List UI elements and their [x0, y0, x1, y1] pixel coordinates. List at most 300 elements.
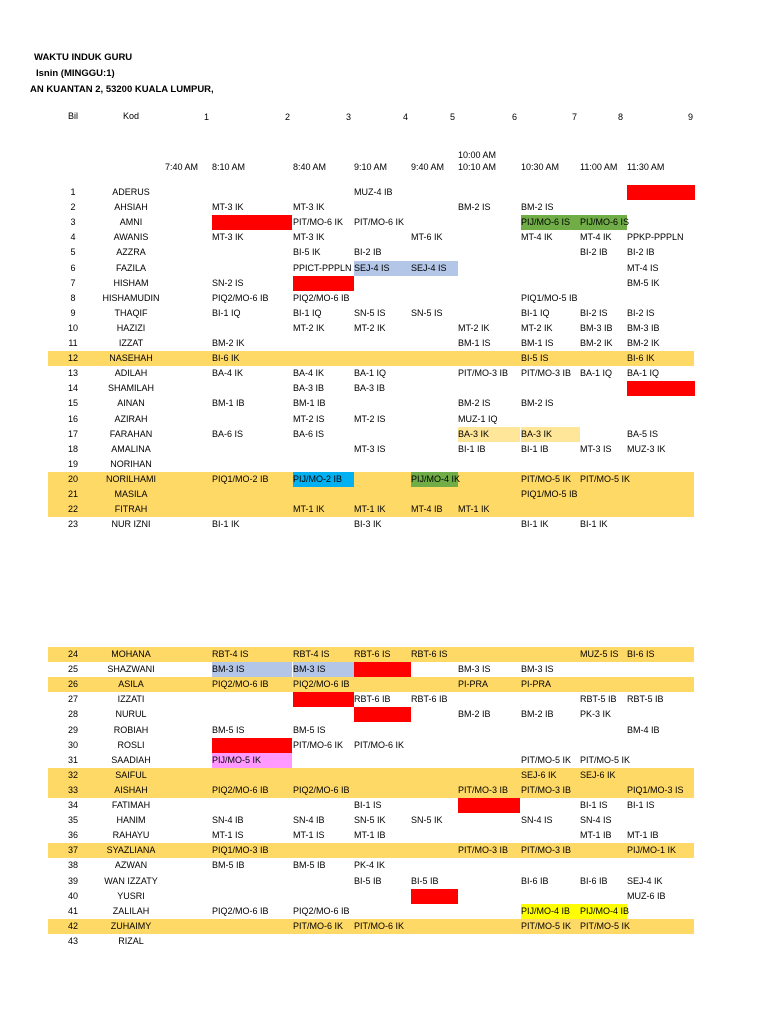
class-cell: PIT/MO-5 IK — [580, 920, 631, 931]
class-cell: MT-1 IK — [293, 504, 325, 515]
class-cell: BM-2 IS — [458, 398, 491, 409]
class-cell: PIT/MO-3 IB — [458, 845, 509, 856]
class-cell: BM-3 IB — [627, 322, 660, 333]
teacher-name: SAIFUL — [115, 769, 147, 780]
bil-cell: 1 — [70, 187, 76, 197]
teacher-name: NASEHAH — [109, 353, 153, 364]
class-cell: PIJ/MO-6 IS — [580, 217, 630, 228]
class-cell: PIT/MO-6 IK — [354, 739, 405, 750]
class-cell: BM-3 IS — [521, 664, 554, 675]
class-cell: MT-4 IB — [411, 504, 443, 515]
class-cell: MT-1 IS — [293, 830, 325, 841]
class-cell: BM-3 IS — [293, 664, 326, 675]
teacher-name: AWANIS — [113, 232, 149, 243]
table-row — [0, 517, 768, 532]
class-cell: PK-4 IK — [354, 860, 386, 871]
class-cell: BA-6 IS — [212, 428, 244, 439]
class-cell: MUZ-6 IB — [627, 890, 666, 901]
bil-cell: 13 — [67, 368, 78, 379]
class-cell: BA-6 IS — [293, 428, 325, 439]
class-cell: BM-5 IS — [212, 724, 245, 735]
teacher-name: SYAZLIANA — [106, 845, 156, 856]
class-cell: RBT-6 IS — [354, 649, 391, 659]
period-number: 8 — [618, 112, 624, 122]
class-cell: BI-1 IQ — [212, 307, 241, 318]
class-cell: BM-3 IB — [580, 322, 613, 333]
teacher-name: RAHAYU — [112, 830, 150, 841]
period-number: 7 — [572, 112, 578, 122]
class-cell: PIJ/MO-6 IS — [521, 217, 571, 228]
teacher-name: SHAZWANI — [107, 664, 155, 675]
class-cell: BM-2 IK — [212, 338, 245, 348]
table-row — [0, 828, 768, 843]
class-cell: PIT/MO-6 IK — [293, 739, 344, 750]
class-cell: PIT/MO-3 IB — [458, 368, 509, 379]
bil-cell: 11 — [68, 338, 78, 348]
class-cell: SEJ-6 IK — [521, 769, 557, 780]
teacher-name: FITRAH — [114, 504, 148, 515]
time-label: 9:10 AM — [354, 162, 388, 172]
class-cell: MT-3 IS — [580, 443, 612, 454]
class-cell: MT-2 IS — [354, 413, 386, 424]
cell-fill — [354, 662, 411, 677]
class-cell: BI-1 IQ — [521, 307, 550, 318]
bil-cell: 39 — [67, 875, 78, 886]
table-row — [0, 412, 768, 427]
teacher-name: ROSLI — [117, 739, 145, 750]
class-cell: PPICT-PPPLN — [293, 262, 352, 273]
class-cell: BI-1 IK — [580, 519, 608, 530]
class-cell: SN-4 IB — [293, 815, 325, 826]
table-row — [0, 874, 768, 889]
teacher-name: NUR IZNI — [111, 519, 151, 530]
time-label: 8:10 AM — [212, 162, 246, 172]
class-cell: SN-4 IB — [212, 815, 244, 826]
class-cell: BM-2 IS — [458, 202, 491, 213]
teacher-name: AMNI — [119, 217, 143, 228]
teacher-name: AZZRA — [116, 247, 146, 258]
column-header-row — [0, 111, 768, 125]
cell-fill — [627, 381, 695, 396]
bil-cell: 2 — [70, 202, 76, 213]
class-cell: PIT/MO-5 IK — [521, 920, 572, 931]
class-cell: PIT/MO-3 IB — [458, 784, 509, 795]
class-cell: PI-PRA — [521, 679, 552, 690]
class-cell: MT-3 IK — [212, 202, 244, 213]
table-row — [0, 276, 768, 291]
bil-cell: 10 — [67, 322, 78, 333]
bil-cell: 8 — [70, 292, 76, 303]
teacher-name: AZWAN — [114, 860, 148, 871]
class-cell: BA-1 IQ — [627, 368, 660, 379]
class-cell: SEJ-4 IS — [354, 262, 390, 273]
teacher-name: AISHAH — [114, 784, 148, 795]
table-row — [0, 457, 768, 472]
table-row — [0, 442, 768, 457]
bil-cell: 17 — [67, 428, 78, 439]
period-number: 2 — [285, 112, 291, 122]
class-cell: PIT/MO-6 IK — [293, 920, 344, 931]
class-cell: MUZ-3 IK — [627, 443, 666, 454]
teacher-name: NURUL — [115, 709, 147, 720]
table-row — [0, 677, 768, 692]
teacher-name: ASILA — [118, 679, 144, 690]
table-row — [0, 351, 768, 366]
class-cell: BM-3 IS — [458, 664, 491, 675]
class-cell: PIJ/MO-2 IB — [293, 473, 343, 484]
period-number: 1 — [204, 112, 210, 122]
class-cell: BI-2 IB — [354, 247, 382, 258]
teacher-name: IZZATI — [117, 694, 145, 705]
teacher-name: THAQIF — [114, 307, 148, 318]
class-cell: PIQ1/MO-2 IB — [212, 473, 269, 484]
class-cell: RBT-4 IS — [212, 649, 249, 659]
cell-fill — [458, 798, 520, 813]
class-cell: PIQ1/MO-3 IB — [212, 845, 269, 856]
table-row — [0, 200, 768, 215]
teacher-name: NORIHAN — [110, 458, 152, 469]
bil-cell: 4 — [70, 232, 76, 243]
table-row — [0, 798, 768, 813]
bil-cell: 21 — [67, 489, 78, 499]
class-cell: PIT/MO-5 IK — [521, 473, 572, 484]
bil-cell: 32 — [67, 769, 78, 780]
class-cell: PIJ/MO-1 IK — [627, 845, 677, 856]
class-cell: BI-1 IK — [212, 519, 240, 530]
class-cell: SN-2 IS — [212, 277, 244, 288]
class-cell: BM-2 IK — [580, 338, 613, 348]
class-cell: MT-2 IK — [458, 322, 490, 333]
table-row — [0, 723, 768, 738]
class-cell: BM-4 IB — [627, 724, 660, 735]
class-cell: SEJ-4 IS — [411, 262, 447, 273]
bil-cell: 24 — [67, 649, 78, 659]
bil-cell: 22 — [67, 504, 78, 515]
bil-cell: 40 — [67, 890, 78, 901]
bil-cell: 9 — [70, 307, 76, 318]
teacher-name: RIZAL — [118, 935, 144, 946]
bil-cell: 27 — [67, 694, 78, 705]
bil-cell: 29 — [67, 724, 78, 735]
table-row — [0, 291, 768, 306]
class-cell: BM-5 IS — [293, 724, 326, 735]
bil-cell: 33 — [67, 784, 78, 795]
class-cell: BM-1 IS — [458, 338, 491, 348]
class-cell: BI-1 IS — [580, 800, 608, 810]
bil-cell: 6 — [70, 262, 76, 273]
time-label: 8:40 AM — [293, 162, 327, 172]
table-row — [0, 843, 768, 858]
class-cell: BI-1 IS — [354, 800, 382, 810]
class-cell: BI-1 IB — [458, 443, 486, 454]
class-cell: MT-2 IK — [354, 322, 386, 333]
teacher-name: HANIM — [116, 815, 146, 826]
table-row — [0, 185, 768, 200]
class-cell: BM-2 IB — [458, 709, 491, 720]
bil-cell: 31 — [67, 754, 78, 765]
class-cell: PK-3 IK — [580, 709, 612, 720]
table-row — [0, 230, 768, 245]
class-cell: BI-1 IB — [521, 443, 549, 454]
class-cell: MT-1 IB — [627, 830, 659, 841]
table-row — [0, 934, 768, 949]
class-cell: SN-4 IS — [580, 815, 612, 826]
table-row — [0, 858, 768, 873]
bil-cell: 43 — [67, 935, 78, 946]
time-label: 9:40 AM — [411, 162, 445, 172]
kod-header: Kod — [122, 111, 139, 121]
class-cell: PIT/MO-5 IK — [580, 473, 631, 484]
class-cell: PIQ2/MO-6 IB — [212, 292, 269, 303]
class-cell: PIQ2/MO-6 IB — [293, 905, 350, 916]
table-row — [0, 889, 768, 904]
time-label: 10:10 AM — [458, 162, 497, 172]
teacher-name: YUSRI — [117, 890, 145, 901]
bil-cell: 42 — [67, 920, 78, 931]
class-cell: MT-3 IK — [293, 202, 325, 213]
class-cell: PIQ2/MO-6 IB — [293, 292, 350, 303]
class-cell: MT-2 IK — [521, 322, 553, 333]
teacher-name: FARAHAN — [109, 428, 153, 439]
time-label: 10:00 AM — [458, 150, 497, 160]
class-cell: BI-2 IS — [580, 307, 608, 318]
class-cell: PIQ1/MO-3 IS — [627, 784, 684, 795]
table-row — [0, 306, 768, 321]
bil-cell: 5 — [70, 247, 76, 258]
teacher-name: HISHAM — [113, 277, 149, 288]
class-cell: MT-3 IK — [293, 232, 325, 243]
bil-cell: 41 — [67, 905, 78, 916]
class-cell: MT-3 IS — [354, 443, 386, 454]
class-cell: MT-1 IK — [458, 504, 490, 515]
class-cell: PI-PRA — [458, 679, 489, 690]
teacher-name: SHAMILAH — [107, 383, 154, 394]
cell-fill — [627, 185, 695, 200]
class-cell: PIJ/MO-4 IB — [580, 905, 630, 916]
class-cell: MT-6 IK — [411, 232, 443, 243]
class-cell: BI-6 IK — [627, 353, 655, 364]
class-cell: BM-2 IB — [521, 709, 554, 720]
class-cell: BM-5 IB — [293, 860, 326, 871]
teacher-name: AINAN — [117, 398, 145, 409]
teacher-name: AZIRAH — [114, 413, 148, 424]
class-cell: BI-6 IS — [627, 649, 655, 659]
school-address: AN KUANTAN 2, 53200 KUALA LUMPUR, — [30, 84, 214, 95]
class-cell: BA-3 IK — [458, 428, 490, 439]
class-cell: PIT/MO-3 IB — [521, 784, 572, 795]
bil-cell: 23 — [67, 519, 78, 530]
class-cell: PIT/MO-6 IK — [354, 217, 405, 228]
teacher-name: FAZILA — [115, 262, 146, 273]
table-row — [0, 396, 768, 411]
teacher-name: HAZIZI — [116, 322, 146, 333]
class-cell: BM-5 IK — [627, 277, 660, 288]
teacher-name: ROBIAH — [113, 724, 149, 735]
class-cell: PIQ2/MO-6 IB — [212, 679, 269, 690]
class-cell: RBT-5 IB — [627, 694, 664, 705]
class-cell: BA-4 IK — [293, 368, 325, 379]
class-cell: BI-1 IS — [627, 800, 655, 810]
class-cell: MT-4 IS — [627, 262, 659, 273]
table-row — [0, 647, 768, 662]
class-cell: RBT-6 IB — [354, 694, 391, 705]
bil-cell: 36 — [67, 830, 78, 841]
class-cell: PIQ1/MO-5 IB — [521, 489, 578, 499]
class-cell: SEJ-4 IK — [627, 875, 663, 886]
bil-cell: 37 — [67, 845, 78, 856]
cell-fill — [293, 276, 354, 291]
class-cell: MT-4 IK — [580, 232, 612, 243]
class-cell: SN-4 IS — [521, 815, 553, 826]
class-cell: MT-3 IK — [212, 232, 244, 243]
class-cell: BI-1 IK — [521, 519, 549, 530]
class-cell: BI-3 IK — [354, 519, 382, 530]
teacher-name: FATIMAH — [111, 800, 151, 810]
class-cell: RBT-4 IS — [293, 649, 330, 659]
class-cell: PIJ/MO-5 IK — [212, 754, 262, 765]
teacher-name: HISHAMUDIN — [102, 292, 160, 303]
bil-cell: 26 — [67, 679, 78, 690]
class-cell: MUZ-1 IQ — [458, 413, 498, 424]
table-row — [0, 783, 768, 798]
table-row — [0, 245, 768, 260]
bil-cell: 7 — [70, 277, 76, 288]
time-label: 11:00 AM — [580, 162, 618, 172]
class-cell: BA-3 IK — [521, 428, 553, 439]
class-cell: BM-1 IS — [521, 338, 554, 348]
teacher-name: AMALINA — [111, 443, 151, 454]
bil-header: Bil — [67, 111, 78, 121]
class-cell: MT-2 IS — [293, 413, 325, 424]
class-cell: BM-1 IB — [293, 398, 326, 409]
table-row — [0, 692, 768, 707]
cell-fill — [212, 215, 292, 230]
table-row — [0, 813, 768, 828]
bil-cell: 3 — [70, 217, 76, 228]
bil-cell: 16 — [67, 413, 78, 424]
class-cell: BM-2 IS — [521, 202, 554, 213]
table-row — [0, 502, 768, 517]
bil-cell: 19 — [67, 458, 78, 469]
class-cell: SN-5 IS — [411, 307, 443, 318]
class-cell: BA-5 IS — [627, 428, 659, 439]
class-cell: BM-5 IB — [212, 860, 245, 871]
teacher-name: WAN IZZATY — [104, 875, 158, 886]
sheet-title: WAKTU INDUK GURU — [34, 52, 133, 63]
table-row — [0, 336, 768, 351]
class-cell: BI-6 IB — [521, 875, 549, 886]
class-cell: PIQ1/MO-5 IB — [521, 292, 578, 303]
class-cell: BM-2 IK — [627, 338, 660, 348]
class-cell: SN-5 IK — [354, 815, 386, 826]
class-cell: PIT/MO-6 IK — [293, 217, 344, 228]
time-header-row — [0, 150, 768, 180]
class-cell: PIT/MO-6 IK — [354, 920, 405, 931]
class-cell: RBT-6 IS — [411, 649, 448, 659]
class-cell: PIQ2/MO-6 IB — [293, 679, 350, 690]
class-cell: BI-2 IS — [627, 307, 655, 318]
bil-cell: 25 — [67, 664, 78, 675]
class-cell: BA-1 IQ — [354, 368, 387, 379]
table-row — [0, 904, 768, 919]
period-number: 9 — [688, 112, 694, 122]
table-row — [0, 215, 768, 230]
class-cell: MT-1 IB — [354, 830, 386, 841]
bil-cell: 14 — [67, 383, 78, 394]
class-cell: MT-4 IK — [521, 232, 553, 243]
class-cell: PIJ/MO-4 IB — [521, 905, 571, 916]
class-cell: PIT/MO-5 IK — [580, 754, 631, 765]
teacher-name: SAADIAH — [111, 754, 151, 765]
class-cell: PIQ2/MO-6 IB — [212, 784, 269, 795]
class-cell: SN-5 IK — [411, 815, 443, 826]
bil-cell: 15 — [67, 398, 78, 409]
bil-cell: 30 — [67, 739, 78, 750]
class-cell: PIQ2/MO-6 IB — [293, 784, 350, 795]
table-row — [0, 381, 768, 396]
class-cell: MUZ-4 IB — [354, 187, 393, 197]
table-row — [0, 707, 768, 722]
period-number: 5 — [450, 112, 456, 122]
table-row — [0, 487, 768, 502]
table-row — [0, 366, 768, 381]
class-cell: BA-1 IQ — [580, 368, 613, 379]
class-cell: MT-1 IK — [354, 504, 386, 515]
class-cell: RBT-5 IB — [580, 694, 617, 705]
table-row — [0, 919, 768, 934]
class-cell: MT-1 IB — [580, 830, 612, 841]
table-row — [0, 738, 768, 753]
period-number: 3 — [346, 112, 352, 122]
bil-cell: 35 — [67, 815, 78, 826]
class-cell: BM-3 IS — [212, 664, 245, 675]
class-cell: PIT/MO-5 IK — [521, 754, 572, 765]
class-cell: MT-2 IK — [293, 322, 325, 333]
table-row — [0, 261, 768, 276]
class-cell: BI-5 IK — [293, 247, 321, 258]
cell-fill — [354, 707, 411, 722]
teacher-name: ZALILAH — [112, 905, 150, 916]
bil-cell: 12 — [67, 353, 78, 364]
class-cell: SN-5 IS — [354, 307, 386, 318]
time-label: 11:30 AM — [627, 162, 665, 172]
class-cell: PIT/MO-3 IB — [521, 845, 572, 856]
class-cell: BA-4 IK — [212, 368, 244, 379]
bil-cell: 38 — [67, 860, 78, 871]
class-cell: PPKP-PPPLN — [627, 232, 684, 243]
table-row — [0, 768, 768, 783]
class-cell: PIT/MO-3 IB — [521, 368, 572, 379]
teacher-name: IZZAT — [118, 338, 144, 348]
class-cell: BI-6 IK — [212, 353, 240, 364]
time-label: 10:30 AM — [521, 162, 560, 172]
class-cell: PIQ2/MO-6 IB — [212, 905, 269, 916]
class-cell: BI-2 IB — [580, 247, 608, 258]
teacher-name: ADILAH — [114, 368, 148, 379]
period-number: 4 — [403, 112, 409, 122]
teacher-name: ADERUS — [112, 187, 150, 197]
table-row — [0, 321, 768, 336]
cell-fill — [293, 692, 354, 707]
table-row — [0, 472, 768, 487]
sheet-subtitle: Isnin (MINGGU:1) — [36, 68, 115, 79]
time-label: 7:40 AM — [165, 162, 199, 172]
class-cell: PIJ/MO-4 IK — [411, 473, 461, 484]
teacher-name: MOHANA — [111, 649, 151, 659]
teacher-name: AHSIAH — [114, 202, 148, 213]
class-cell: BI-5 IB — [411, 875, 439, 886]
bil-cell: 20 — [67, 473, 78, 484]
